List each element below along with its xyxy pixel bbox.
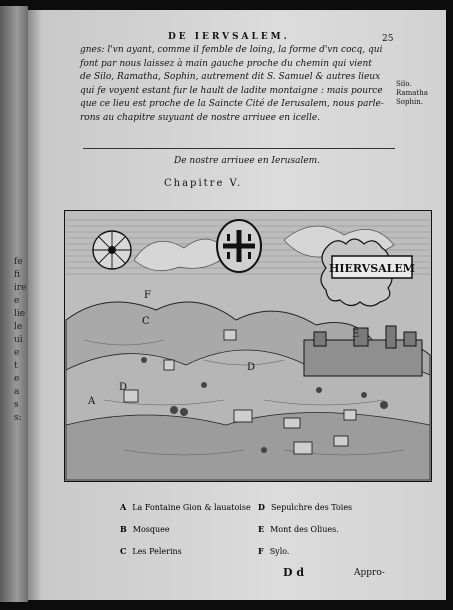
jerusalem-cross-emblem-icon <box>217 220 261 272</box>
left-page-fragments <box>14 256 26 425</box>
legend-item <box>258 546 289 556</box>
body-text <box>80 44 384 126</box>
map-letter: F <box>144 290 151 301</box>
body-line: font par nous laissez à main gauche proche du chemin qui vient <box>80 58 372 69</box>
body-line: qui fe voyent estant fur le hault de ladite montaigne : mais pource <box>80 85 383 96</box>
left-page-fragment: s <box>14 400 19 410</box>
legend-key: B <box>120 524 127 534</box>
legend-key: D <box>258 502 265 512</box>
left-page-fragment: le <box>14 322 23 332</box>
legend-text: Mosquee <box>132 525 170 534</box>
running-head: DE IERVSALEM. <box>168 32 290 42</box>
left-page-fragment: e <box>14 296 20 306</box>
body-line: rons au chapitre suyuant de nostre arriuee en icelle. <box>80 112 321 123</box>
jerusalem-engraving <box>64 210 432 482</box>
legend-key: F <box>258 546 264 556</box>
legend-key: E <box>258 524 265 534</box>
body-line: gnes: l'vn ayant, comme il femble de loing, la forme d'vn cocq, qui <box>80 45 383 55</box>
book-page <box>28 10 446 600</box>
left-page-fragment: lie <box>14 309 26 319</box>
catchword: Appro- <box>354 568 385 578</box>
page-number: 25 <box>382 34 394 44</box>
map-letter: D <box>119 382 128 393</box>
legend-key: A <box>120 502 127 512</box>
left-page-fragment: fi <box>14 270 21 280</box>
map-letter: A <box>88 396 96 407</box>
legend-item <box>258 502 352 512</box>
legend-item <box>120 502 251 512</box>
map-letter: E <box>352 329 360 340</box>
margin-note <box>396 80 428 107</box>
left-page-fragment: e <box>14 374 20 384</box>
legend-key: C <box>120 546 127 556</box>
legend-item <box>120 524 170 534</box>
cartouche-title: HIERVSALEM <box>329 262 415 275</box>
map-letter: C <box>142 316 150 327</box>
chapter-heading: Chapitre V. <box>164 178 243 189</box>
margin-note-line: Sophin. <box>396 98 423 106</box>
compass-rose-icon <box>93 231 131 269</box>
margin-note-line: Ramatha <box>396 89 428 97</box>
legend-text: Mont des Oliues. <box>270 525 339 534</box>
left-page-fragment: fe <box>14 257 23 267</box>
left-page-fragment: ui <box>14 335 23 345</box>
section-rule <box>83 148 395 149</box>
map-letter: D <box>247 362 256 373</box>
legend-text: Sylo. <box>269 547 290 556</box>
left-page-fragment: a <box>14 387 20 397</box>
left-page-edge <box>0 6 28 602</box>
signature-mark: D d <box>283 566 305 579</box>
legend-item <box>120 546 182 556</box>
legend-item <box>258 524 339 534</box>
section-subheading: De nostre arriuee en Ierusalem. <box>174 156 321 166</box>
margin-note-line: Silo. <box>396 80 412 88</box>
left-page-fragment: s: <box>14 413 22 423</box>
body-line: de Silo, Ramatha, Sophin, autrement dit S. Samuel & autres lieux <box>80 72 381 83</box>
body-line: que ce lieu est proche de la Saincte Cité de Ierusalem, nous parle- <box>80 99 384 110</box>
city-walls <box>304 326 422 376</box>
legend-text: Les Pelerins <box>132 547 182 556</box>
left-page-fragment: ire <box>14 283 27 293</box>
left-page-fragment: e <box>14 348 20 358</box>
legend-text: Sepulchre des Toies <box>270 503 353 512</box>
left-page-fragment: t <box>14 361 18 371</box>
legend-text: La Fontaine Gion & lauatoise <box>132 503 251 512</box>
